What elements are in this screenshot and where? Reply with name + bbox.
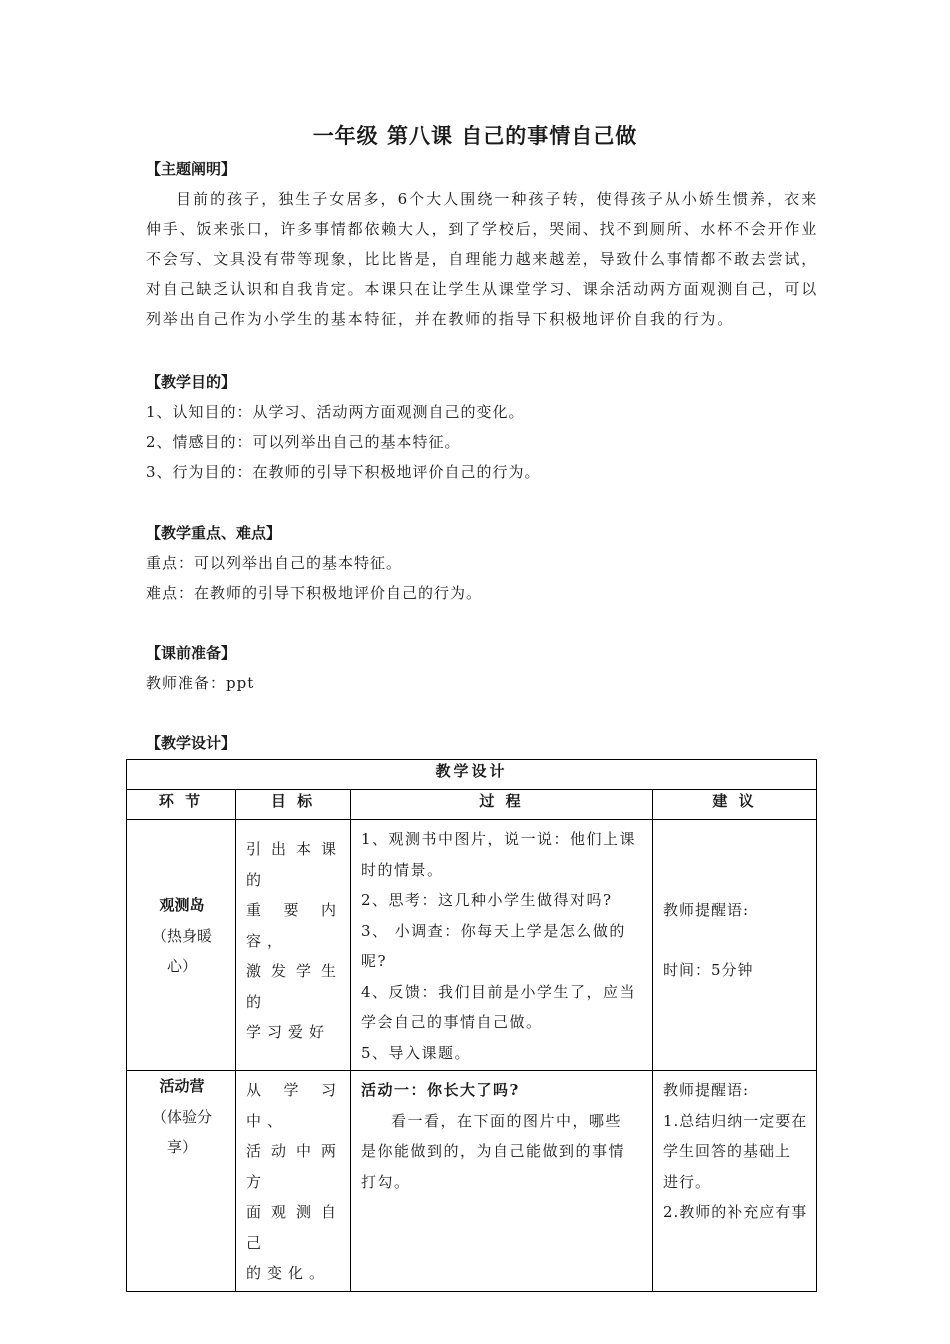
objective-item: 3、行为目的：在教师的引导下积极地评价自己的行为。 xyxy=(146,463,541,481)
suggest-spacer xyxy=(663,925,808,955)
process-line: 3、 小调查：你每天上学是怎么做的 xyxy=(361,921,626,940)
theme-line: 己，可以列举出自己作为小学生的基本特征，并在教师的指导下积极地评价自我的行为。 xyxy=(146,280,819,328)
stage-sub: 享） xyxy=(166,1138,197,1156)
suggest-line: 学生回答的基础上 xyxy=(663,1142,792,1160)
process-line: 时的情景。 xyxy=(361,860,444,879)
goal-cell xyxy=(236,1071,351,1292)
key-point-item: 难点：在教师的引导下积极地评价自己的行为。 xyxy=(146,584,483,602)
column-header: 建 议 xyxy=(653,790,817,820)
goal-line: 的变化。 xyxy=(246,1264,331,1282)
design-section xyxy=(146,728,818,758)
table-header-row xyxy=(127,790,817,820)
key-points-section xyxy=(146,518,818,608)
design-heading: 【教学设计】 xyxy=(146,734,237,752)
theme-line: 尝试，对自己缺乏认识和自我肯定。本课只在让学生从课堂学习、课余活动两方面观测自 xyxy=(146,250,819,298)
stage-sub: （热身暖 xyxy=(151,926,212,945)
prep-item: 教师准备：ppt xyxy=(146,674,255,692)
process-line: 5、导入课题。 xyxy=(361,1043,472,1062)
goal-line: 活动中两方 xyxy=(246,1142,342,1191)
goal-line: 面观测自己 xyxy=(246,1203,342,1252)
process-line: 2、思考：这几种小学生做得对吗? xyxy=(361,891,613,909)
goal-line: 重要内容， xyxy=(246,901,342,950)
stage-cell xyxy=(127,1071,236,1292)
suggest-line: 教师提醒语: xyxy=(663,1081,750,1099)
suggest-line: 教师提醒语: xyxy=(663,900,750,919)
key-points-heading: 【教学重点、难点】 xyxy=(146,524,282,542)
goal-cell xyxy=(236,820,351,1071)
objective-item: 1、认知目的：从学习、活动两方面观测自己的变化。 xyxy=(146,403,525,421)
theme-section xyxy=(146,154,818,334)
suggest-line: 进行。 xyxy=(663,1172,712,1191)
table-row xyxy=(127,820,817,1071)
stage-sub: （体验分 xyxy=(151,1107,212,1126)
process-line: 是你能做到的，为自己能做到的事情 xyxy=(361,1142,626,1160)
theme-line: 目前的孩子，独生子女居多，6个大人围绕一种孩子转，使得孩子从小娇生惯养，衣 xyxy=(176,190,802,208)
activity-title: 活动一：你长大了吗? xyxy=(361,1081,520,1099)
stage-name: 活动营 xyxy=(159,1077,205,1095)
table-row xyxy=(127,1071,817,1292)
suggest-line: 1.总结归纳一定要在 xyxy=(663,1111,808,1130)
objectives-heading: 【教学目的】 xyxy=(146,373,237,391)
process-line: 呢? xyxy=(361,952,388,970)
column-header: 环 节 xyxy=(127,790,236,820)
theme-line: 作业不会写、文具没有带等现象，比比皆是，自理能力越来越差，导致什么事情都不敢去 xyxy=(146,220,819,268)
suggest-line: 时间：5分钟 xyxy=(663,961,754,979)
process-line: 1、观测书中图片，说一说：他们上课 xyxy=(361,830,637,848)
stage-name: 观测岛 xyxy=(159,896,205,915)
theme-line: 来伸手、饭来张口，许多事情都依赖大人，到了学校后，哭闹、找不到厕所、水杯不会开 xyxy=(146,190,818,238)
process-line: 4、反馈：我们目前是小学生了，应当 xyxy=(361,982,637,1001)
goal-line: 引出本课的 xyxy=(246,840,342,889)
page-title: 一年级 第八课 自己的事情自己做 xyxy=(312,123,638,148)
stage-sub: 心） xyxy=(166,957,197,976)
goal-line: 学习爱好 xyxy=(246,1023,331,1042)
theme-paragraph xyxy=(146,184,818,334)
prep-section xyxy=(146,638,818,698)
theme-heading: 【主题阐明】 xyxy=(146,160,237,178)
process-line: 打勾。 xyxy=(361,1172,411,1191)
process-line: 学会自己的事情自己做。 xyxy=(361,1013,543,1031)
stage-cell xyxy=(127,820,236,1071)
suggest-line: 2.教师的补充应有事 xyxy=(663,1203,808,1221)
suggest-cell xyxy=(653,820,817,1071)
design-table xyxy=(126,759,817,1292)
process-cell xyxy=(351,1071,653,1292)
goal-line: 从学习中、 xyxy=(246,1081,342,1130)
table-caption-row xyxy=(127,760,817,790)
process-line: 看一看，在下面的图片中，哪些 xyxy=(391,1111,623,1130)
table-caption: 教学设计 xyxy=(127,760,817,790)
prep-heading: 【课前准备】 xyxy=(146,644,237,662)
objectives-section xyxy=(146,367,818,487)
key-point-item: 重点：可以列举出自己的基本特征。 xyxy=(146,554,403,572)
column-header: 目 标 xyxy=(236,790,351,820)
column-header: 过 程 xyxy=(351,790,653,820)
goal-line: 激发学生的 xyxy=(246,962,342,1011)
suggest-cell xyxy=(653,1071,817,1292)
objective-item: 2、情感目的：可以列举出自己的基本特征。 xyxy=(146,433,461,451)
process-cell xyxy=(351,820,653,1071)
